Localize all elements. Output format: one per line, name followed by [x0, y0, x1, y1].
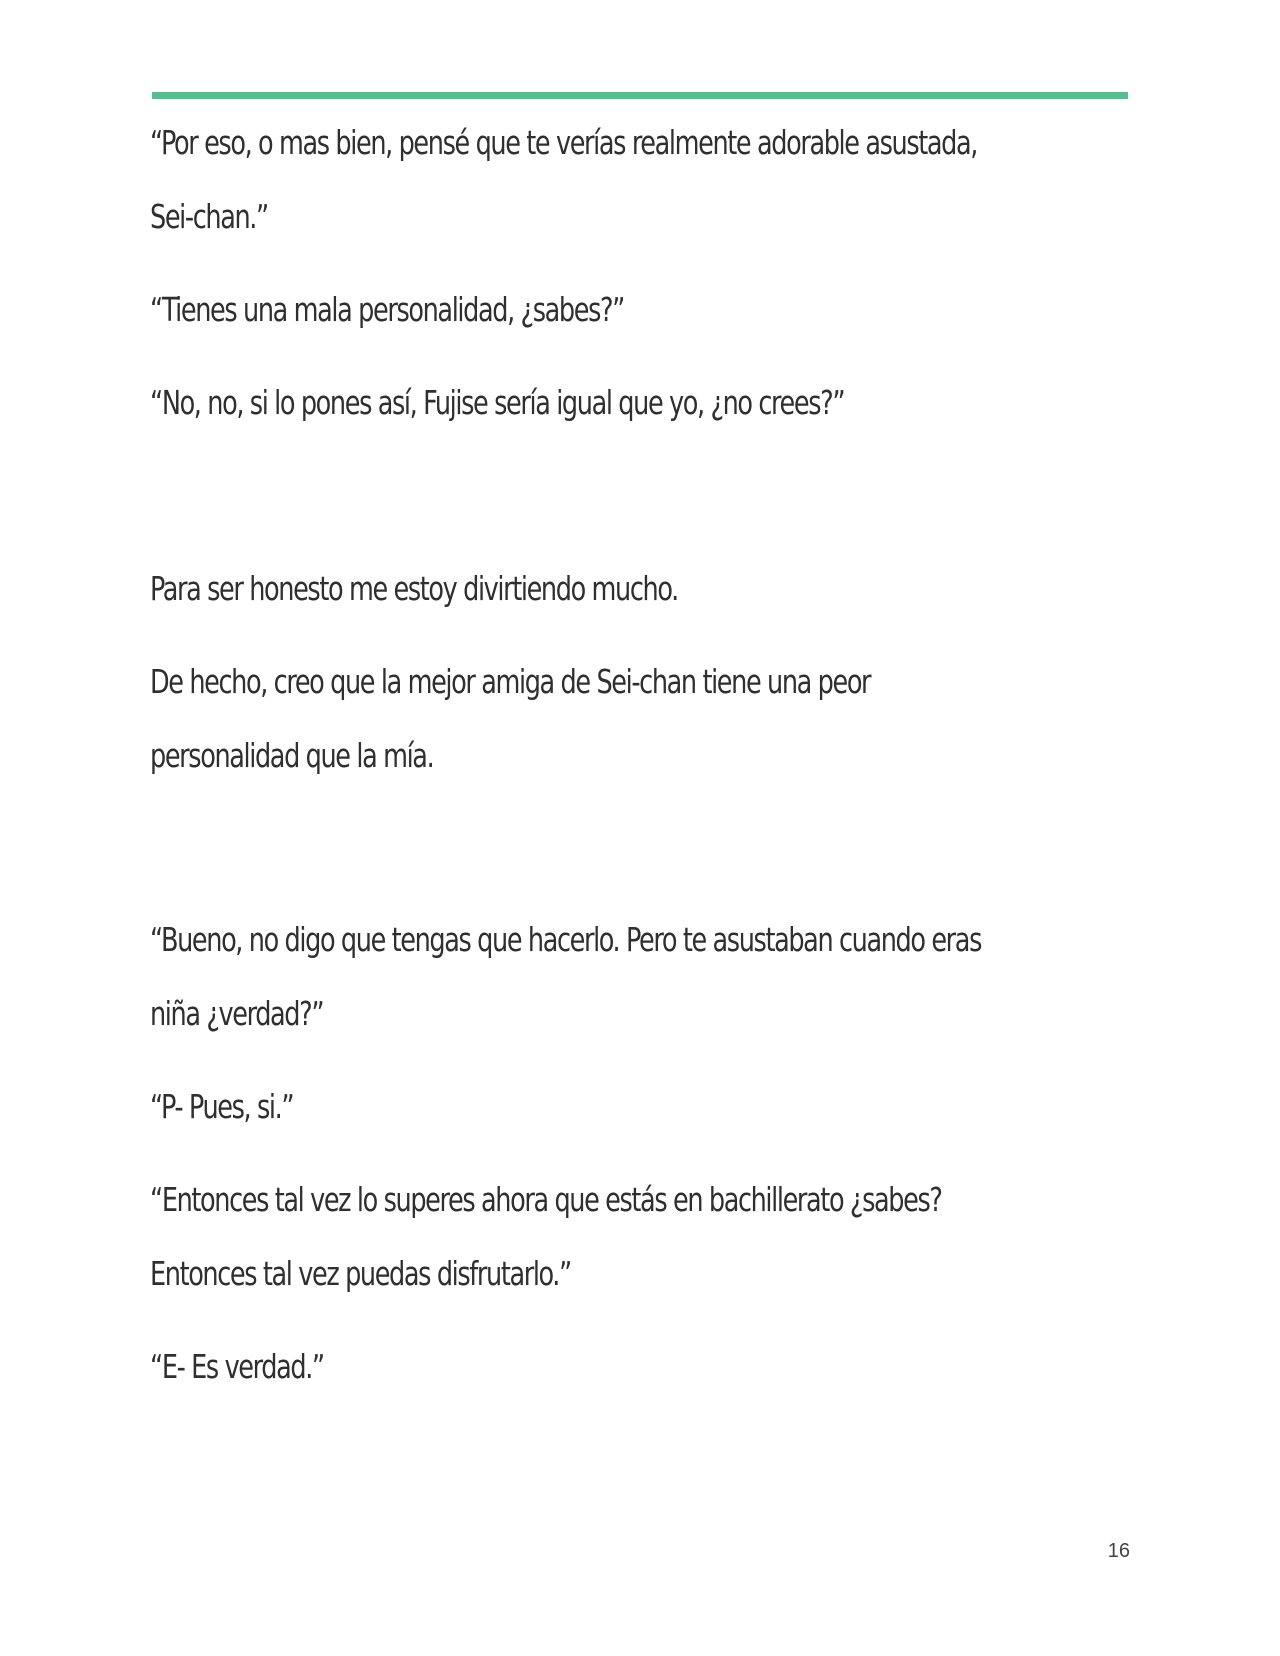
paragraph-8: “Entonces tal vez lo superes ahora que estás en bachillerato ¿sabes? Entonces tal vez puedas disfrutarlo.”: [150, 1180, 942, 1293]
paragraph-6: “Bueno, no digo que tengas que hacerlo. Pero te asustaban cuando eras niña ¿verdad?”: [150, 920, 982, 1033]
paragraph-4: Para ser honesto me estoy divirtiendo mucho.: [150, 569, 678, 608]
paragraph-1: “Por eso, o mas bien, pensé que te verías realmente adorable asustada, Sei-chan.”: [150, 123, 978, 236]
paragraph-9: “E- Es verdad.”: [150, 1347, 324, 1386]
paragraph-2: “Tienes una mala personalidad, ¿sabes?”: [150, 290, 625, 329]
paragraph-5: De hecho, creo que la mejor amiga de Sei-chan tiene una peor personalidad que la mía.: [150, 662, 871, 775]
header-rule: [152, 92, 1128, 99]
page-number: 16: [1107, 1540, 1130, 1562]
paragraph-3: “No, no, si lo pones así, Fujise sería igual que yo, ¿no crees?”: [150, 383, 845, 422]
paragraph-7: “P- Pues, si.”: [150, 1087, 294, 1126]
